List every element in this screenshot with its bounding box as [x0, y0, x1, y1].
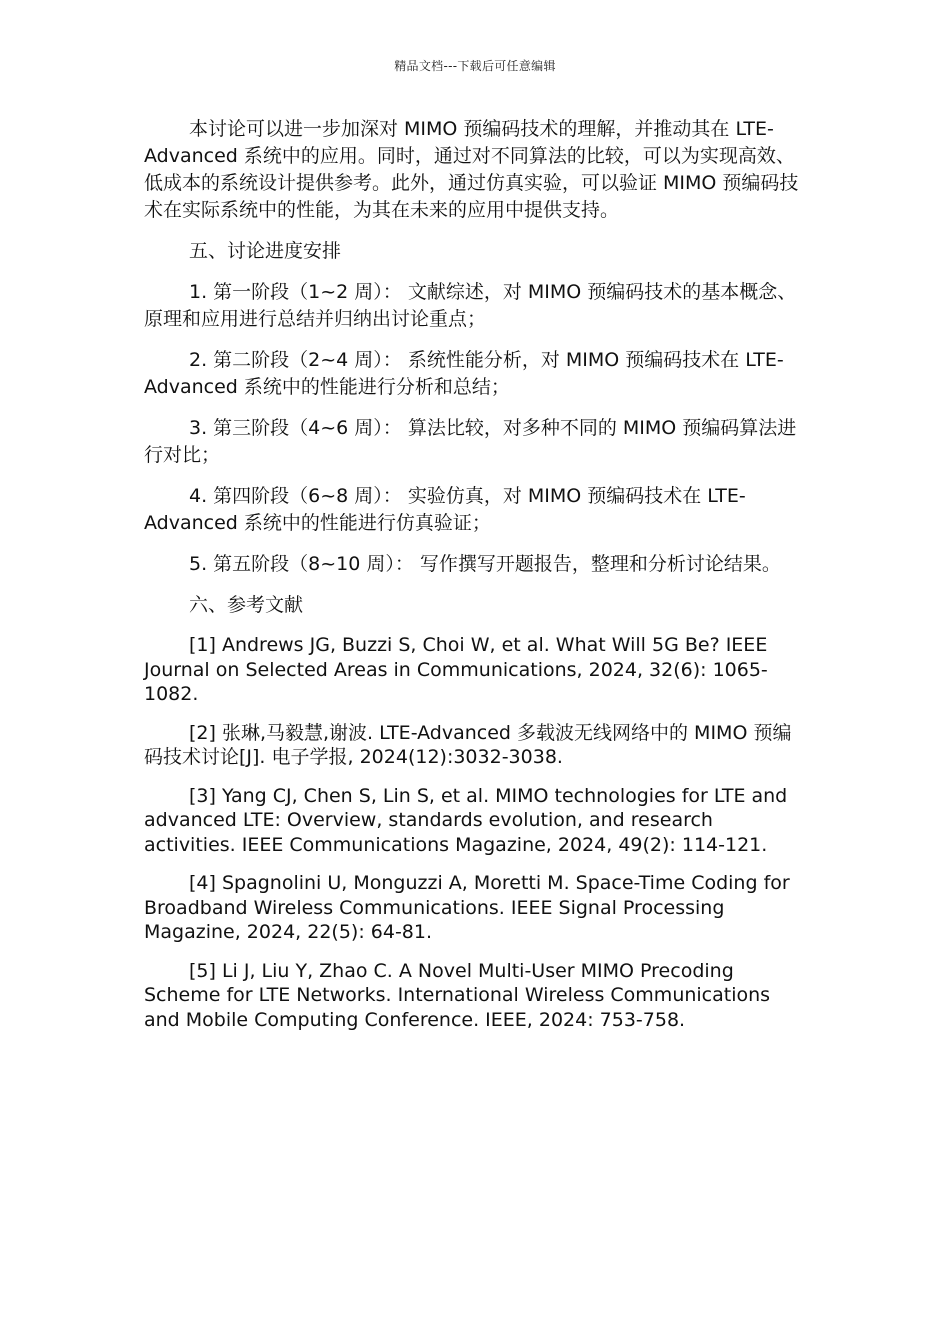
reference-item: [5] Li J, Liu Y, Zhao C. A Novel Multi-User MIMO Precoding Scheme for LTE Networks. International Wireless Communications and Mobile Computing Conference. IEEE, 2024: 753-758. [144, 959, 771, 1031]
schedule-item: 2. 第二阶段（2~4 周）： 系统性能分析，对 MIMO 预编码技术在 LTE-Advanced 系统中的性能进行分析和总结； [144, 349, 784, 398]
reference-item: [2] 张琳,马毅慧,谢波. LTE-Advanced 多载波无线网络中的 MIMO 预编码技术讨论[J]. 电子学报, 2024(12):3032-3038. [144, 721, 792, 768]
page-header: 精品文档---下载后可任意编辑 [394, 59, 556, 73]
schedule-item: 3. 第三阶段（4~6 周）： 算法比较，对多种不同的 MIMO 预编码算法进行对比； [144, 417, 797, 466]
reference-item: [3] Yang CJ, Chen S, Lin S, et al. MIMO technologies for LTE and advanced LTE: Overview, standards evolution, and research activities. IEEE Communications Magazine, 2024, 49(2): 114-121. [144, 784, 788, 856]
references-heading: 六、参考文献 [189, 594, 304, 616]
reference-item: [4] Spagnolini U, Monguzzi A, Moretti M. Space-Time Coding for Broadband Wireless Communications. IEEE Signal Processing Magazine, 2024, 22(5): 64-81. [144, 872, 790, 943]
schedule-heading: 五、讨论进度安排 [189, 240, 342, 262]
document-body [144, 116, 808, 1046]
reference-item: [1] Andrews JG, Buzzi S, Choi W, et al. What Will 5G Be? IEEE Journal on Selected Areas in Communications, 2024, 32(6): 1065-1082. [144, 634, 768, 705]
schedule-item: 1. 第一阶段（1~2 周）： 文献综述，对 MIMO 预编码技术的基本概念、原理和应用进行总结并归纳出讨论重点； [144, 281, 797, 330]
schedule-item: 4. 第四阶段（6~8 周）： 实验仿真，对 MIMO 预编码技术在 LTE-Advanced 系统中的性能进行仿真验证； [144, 485, 746, 534]
schedule-item: 5. 第五阶段（8~10 周）： 写作撰写开题报告，整理和分析讨论结果。 [189, 553, 781, 575]
intro-paragraph: 本讨论可以进一步加深对 MIMO 预编码技术的理解，并推动其在 LTE-Advanced 系统中的应用。同时，通过对不同算法的比较，可以为实现高效、低成本的系统设计提供参考。此外，通过仿真实验，可以验证 MIMO 预编码技术在实际系统中的性能，为其在未来的应用中提供支持。 [144, 118, 799, 221]
